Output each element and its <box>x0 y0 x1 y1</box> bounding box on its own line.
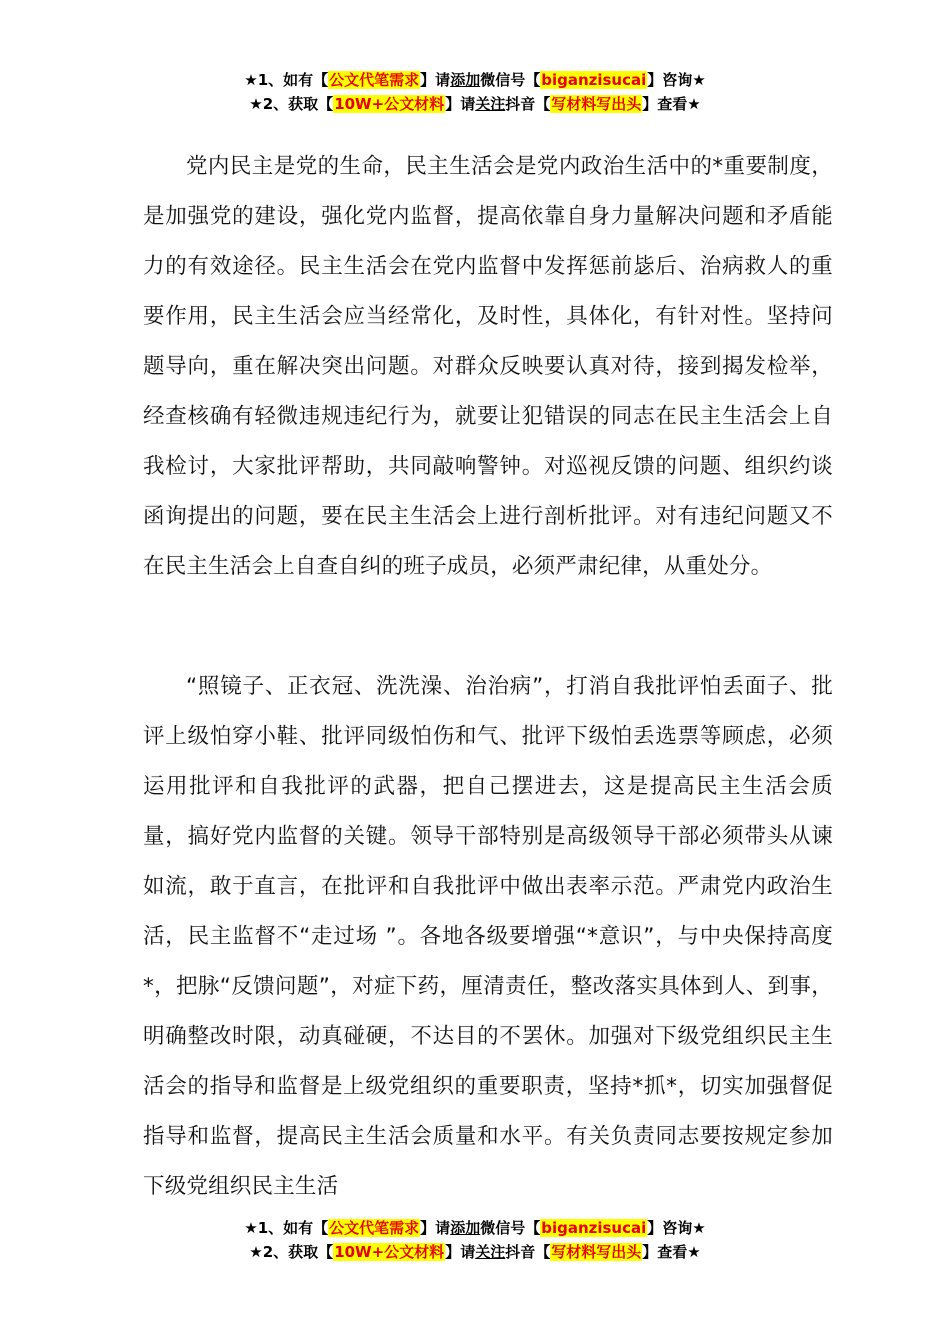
header-line-2-text-2: 抖音【 <box>505 95 551 113</box>
header-line-2-prefix: ★2、获取【 <box>249 95 334 113</box>
header-line-1-text: 】请 <box>420 71 451 89</box>
header-line-1-text-2: 微信号【 <box>480 71 541 89</box>
header-line-1-highlight-service: 公文代笔需求 <box>329 71 420 89</box>
body-paragraph: 党内民主是党的生命，民主生活会是党内政治生活中的*重要制度，是加强党的建设，强化党内监督，提高依靠自身力量解决问题和矛盾能力的有效途径。民主生活会在党内监督中发挥惩前毖后、治病救人的重要作用，民主生活会应当经常化，及时性，具体化，有针对性。坚持问题导向，重在解决突出问题。对群众反映要认真对待，接到揭发检举，经查核确有轻微违规违纪行为，就要让犯错误的同志在民主生活会上自我检讨，大家批评帮助，共同敲响警钟。对巡视反馈的问题、组织约谈函询提出的问题，要在民主生活会上进行剖析批评。对有违纪问题又不在民主生活会上自查自纠的班子成员，必须严肃纪律，从重处分。 <box>143 154 833 579</box>
header-line-1-suffix: 】咨询★ <box>647 71 706 89</box>
footer-line-2-suffix: 】查看★ <box>642 1243 701 1261</box>
body-paragraph-1-container <box>143 142 833 592</box>
footer-line-1-suffix: 】咨询★ <box>647 1219 706 1237</box>
footer-line-2-text: 】请 <box>445 1243 476 1261</box>
header-line-2-suffix: 】查看★ <box>642 95 701 113</box>
footer-line-1-underline: 添加 <box>450 1219 481 1237</box>
header-line-2 <box>0 92 950 116</box>
header-line-2-highlight-materials: 10W+公文材料 <box>334 95 445 113</box>
footer-line-2-highlight-douyin: 写材料写出头 <box>551 1243 642 1261</box>
header-line-2-underline: 关注 <box>475 95 506 113</box>
footer-line-2-highlight-materials: 10W+公文材料 <box>334 1243 445 1261</box>
header-line-1 <box>0 68 950 92</box>
header-line-1-highlight-wechat: biganzisucai <box>541 71 647 89</box>
body-paragraph: “照镜子、正衣冠、洗洗澡、治治病”，打消自我批评怕丢面子、批评上级怕穿小鞋、批评同级怕伤和气、批评下级怕丢选票等顾虑，必须运用批评和自我批评的武器，把自己摆进去，这是提高民主生活会质量，搞好党内监督的关键。领导干部特别是高级领导干部必须带头从谏如流，敢于直言，在批评和自我批评中做出表率示范。严肃党内政治生活，民主监督不“走过场 ”。各地各级要增强“*意识”，与中央保持高度*，把脉“反馈问题”，对症下药，厘清责任，整改落实具体到人、到事，明确整改时限，动真碰硬，不达目的不罢休。加强对下级党组织民主生活会的指导和监督是上级党组织的重要职责，坚持*抓*，切实加强督促指导和监督，提高民主生活会质量和水平。有关负责同志要按规定参加下级党组织民主生活 <box>143 674 833 1199</box>
header-line-1-underline: 添加 <box>450 71 481 89</box>
footer-line-2-underline: 关注 <box>475 1243 506 1261</box>
footer-line-1-prefix: ★1、如有【 <box>244 1219 329 1237</box>
header-banner <box>0 68 950 116</box>
footer-banner <box>0 1216 950 1264</box>
footer-line-1-text: 】请 <box>420 1219 451 1237</box>
body-paragraph-2-container <box>143 662 833 1212</box>
footer-line-2-prefix: ★2、获取【 <box>249 1243 334 1261</box>
header-line-2-highlight-douyin: 写材料写出头 <box>551 95 642 113</box>
footer-line-1-highlight-wechat: biganzisucai <box>541 1219 647 1237</box>
footer-line-2 <box>0 1240 950 1264</box>
header-line-1-prefix: ★1、如有【 <box>244 71 329 89</box>
footer-line-1 <box>0 1216 950 1240</box>
footer-line-2-text-2: 抖音【 <box>505 1243 551 1261</box>
header-line-2-text: 】请 <box>445 95 476 113</box>
footer-line-1-highlight-service: 公文代笔需求 <box>329 1219 420 1237</box>
footer-line-1-text-2: 微信号【 <box>480 1219 541 1237</box>
